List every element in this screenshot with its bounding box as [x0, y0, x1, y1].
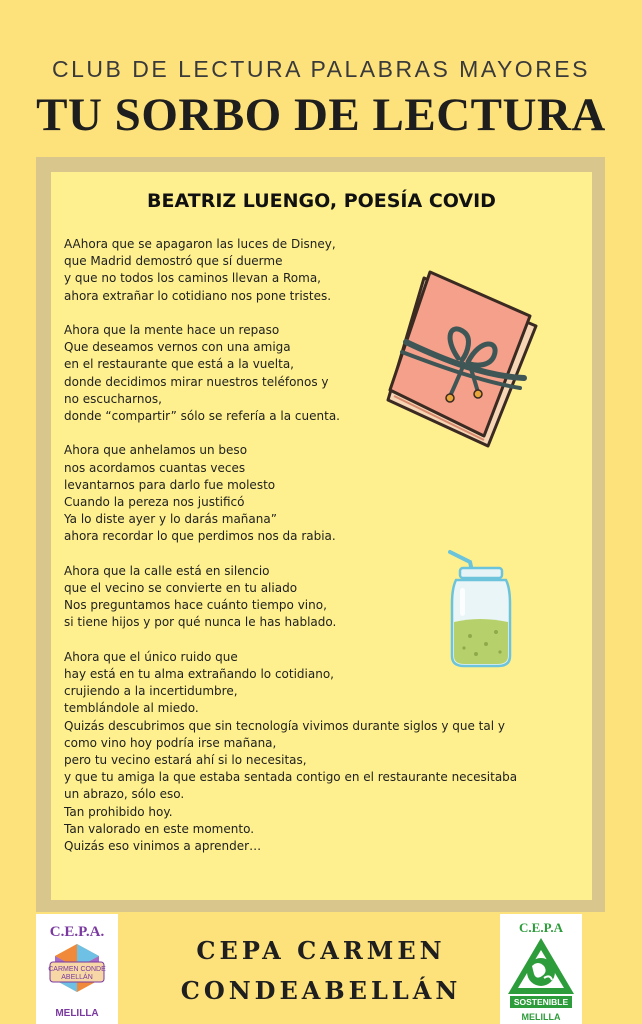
poem-line: crujiendo a la incertidumbre,	[64, 684, 238, 699]
club-name: CLUB DE LECTURA PALABRAS MAYORES	[51, 56, 590, 82]
poem-line: ahora extrañar lo cotidiano nos pone tristes.	[64, 288, 332, 303]
poem-line: Ahora que el único ruido que	[64, 649, 238, 664]
poem-line: Ahora que anhelamos un beso	[64, 443, 248, 458]
poem-line: que Madrid demostró que sí duerme	[64, 254, 283, 269]
logo-right-top: C.E.P.A	[519, 920, 563, 935]
footer-line-2: CONDEABELLÁN	[180, 976, 462, 1005]
poem-line: Cuando la pereza nos justificó	[64, 495, 245, 510]
poem-line: pero tu vecino estará ahí si lo necesitas,	[64, 753, 307, 768]
logo-left-bottom: MELILLA	[55, 1008, 99, 1019]
cepa-carmen-conde-logo	[36, 914, 118, 1024]
poem-line: en el restaurante que está a la vuelta,	[64, 357, 294, 372]
poem-line: Ahora que la mente hace un repaso	[64, 323, 280, 337]
cepa-sostenible-logo	[500, 914, 582, 1024]
smoothie-jar-icon	[446, 548, 514, 670]
poem-line: Tan valorado en este momento.	[64, 821, 255, 836]
poem-line: nos acordamos cuantas veces	[64, 460, 246, 475]
poem-line: Tan prohibido hoy.	[64, 804, 173, 819]
poem-line: no escucharnos,	[64, 391, 162, 406]
logo-left-mid1: CARMEN CONDE	[48, 966, 106, 973]
poem-line: levantarnos para darlo fue molesto	[64, 477, 276, 492]
logo-left-top: C.E.P.A.	[49, 924, 105, 940]
poem-line: ahora recordar lo que perdimos nos da rabia.	[64, 529, 336, 544]
logo-right-bottom: MELILLA	[521, 1012, 561, 1022]
poem-line: Ahora que la calle está en silencio	[64, 563, 270, 578]
poem-stanza	[64, 649, 534, 855]
poem-line: donde “compartir” sólo se refería a la cuenta.	[64, 409, 340, 424]
poem-line: y que no todos los caminos llevan a Roma,	[64, 271, 321, 286]
poem-line: Que deseamos vernos con una amiga	[64, 340, 291, 355]
poem-line: Quizás eso vinimos a aprender…	[64, 839, 262, 854]
poem-line: AAhora que se apagaron las luces de Disney,	[64, 237, 336, 251]
logo-right-mid: SOSTENIBLE	[513, 997, 569, 1007]
wrapped-book-icon	[384, 268, 542, 450]
logo-left-mid2: ABELLÁN	[61, 974, 93, 981]
poem-line: hay está en tu alma extrañando lo cotidiano,	[64, 667, 334, 682]
poem-line: si tiene hijos y por qué nunca le has hablado.	[64, 615, 337, 630]
footer-line-1: CEPA CARMEN	[196, 936, 446, 965]
poem-stanza	[64, 442, 534, 545]
poem-line: que el vecino se convierte en tu aliado	[64, 581, 298, 596]
poem-line: y que tu amiga la que estaba sentada contigo en el restaurante necesitaba un abrazo, sólo eso.	[64, 770, 518, 802]
poem-line: Nos preguntamos hace cuánto tiempo vino,	[64, 598, 327, 613]
poem-title: BEATRIZ LUENGO, POESÍA COVID	[147, 190, 496, 212]
poem-line: Ya lo diste ayer y lo darás mañana”	[64, 512, 277, 527]
page-title: TU SORBO DE LECTURA	[36, 89, 606, 141]
poem-line: donde decidimos mirar nuestros teléfonos y	[64, 374, 329, 389]
poem-line: Quizás descubrimos que sin tecnología vivimos durante siglos y que tal y como vino hoy podría irse mañana,	[64, 718, 505, 750]
poem-line: temblándole al miedo.	[64, 701, 199, 716]
